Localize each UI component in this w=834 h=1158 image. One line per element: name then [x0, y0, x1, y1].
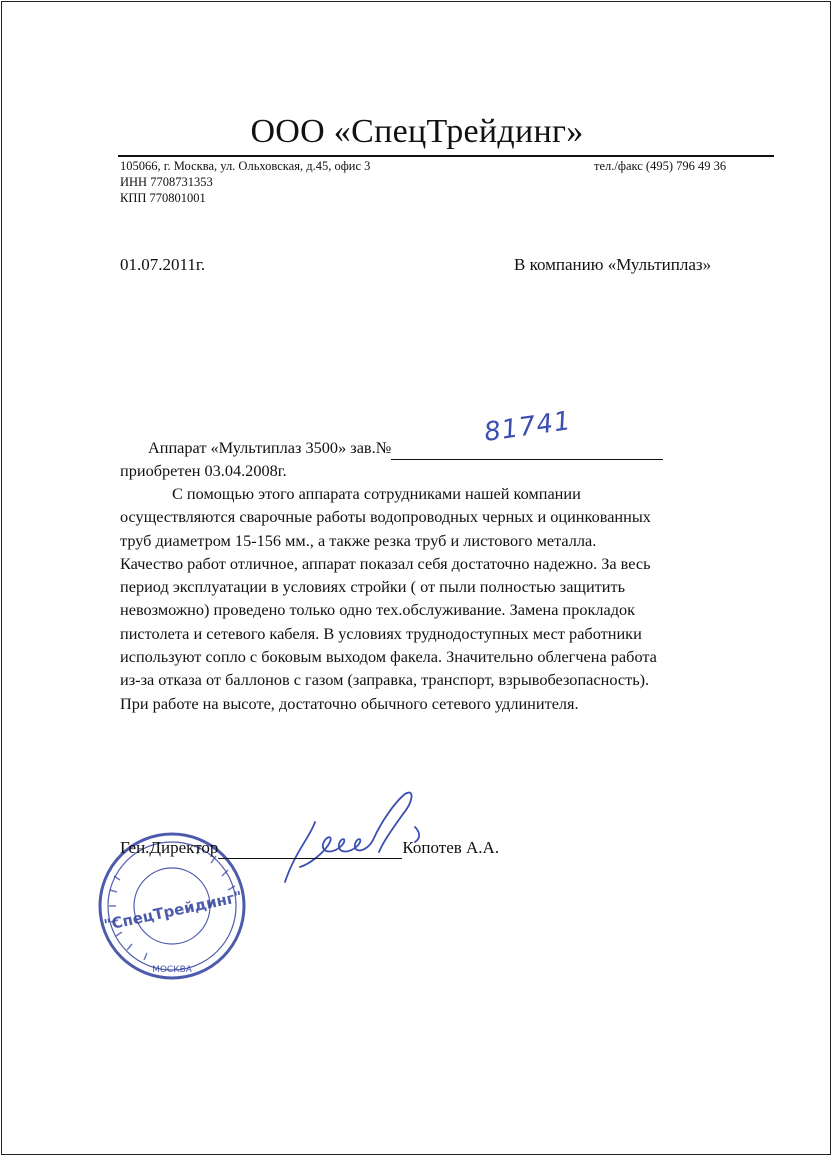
letter-date: 01.07.2011г.	[120, 255, 206, 274]
company-kpp: КПП 770801001	[120, 191, 206, 205]
serial-handwritten: 81741	[482, 406, 574, 448]
purchase-line: приобретен 03.04.2008г.	[120, 461, 287, 480]
stamp-center-text: "СпецТрейдинг"	[102, 887, 244, 935]
stamp-city-text: МОСКВА	[152, 965, 192, 975]
device-line	[120, 436, 760, 460]
company-phone: тел./факс (495) 796 49 36	[594, 159, 727, 173]
handwritten-signature	[255, 782, 435, 892]
header-rule	[118, 155, 774, 157]
letter-addressee: В компанию «Мультиплаз»	[514, 255, 712, 274]
body-line: невозможно) проведено только одно тех.обслуживание. Замена прокладок	[120, 600, 636, 620]
body-line: труб диаметром 15-156 мм., а также резка труб и листового металла.	[120, 530, 597, 550]
device-line-text: Аппарат «Мультиплаз 3500» зав.№	[148, 438, 392, 457]
company-inn: ИНН 7708731353	[120, 175, 213, 189]
letter-body	[120, 482, 760, 715]
body-line: При работе на высоте, достаточно обычного сетевого удлинителя.	[120, 693, 579, 713]
signature-line	[120, 838, 499, 859]
company-address: 105066, г. Москва, ул. Ольховская, д.45, офис 3	[120, 159, 371, 173]
body-line: пистолета и сетевого кабеля. В условиях труднодоступных мест работники	[120, 623, 642, 643]
signature-blank	[218, 838, 402, 859]
body-line: Качество работ отличное, аппарат показал себя достаточно надежно. За весь	[120, 553, 651, 573]
body-line: осуществляются сварочные работы водопроводных черных и оцинкованных	[120, 507, 651, 527]
signer-title: Ген.Директор	[120, 838, 219, 857]
body-line: период эксплуатации в условиях стройки ( от пыли полностью защитить	[120, 577, 626, 597]
body-line: используют сопло с боковым выходом факела. Значительно облегчена работа	[120, 647, 657, 667]
signer-name: Копотев А.А.	[402, 838, 500, 857]
company-name: ООО «СпецТрейдинг»	[250, 113, 584, 150]
body-line: из-за отказа от баллонов с газом (заправка, транспорт, взрывобезопасность).	[120, 670, 650, 690]
body-line: С помощью этого аппарата сотрудниками нашей компании	[172, 484, 581, 503]
